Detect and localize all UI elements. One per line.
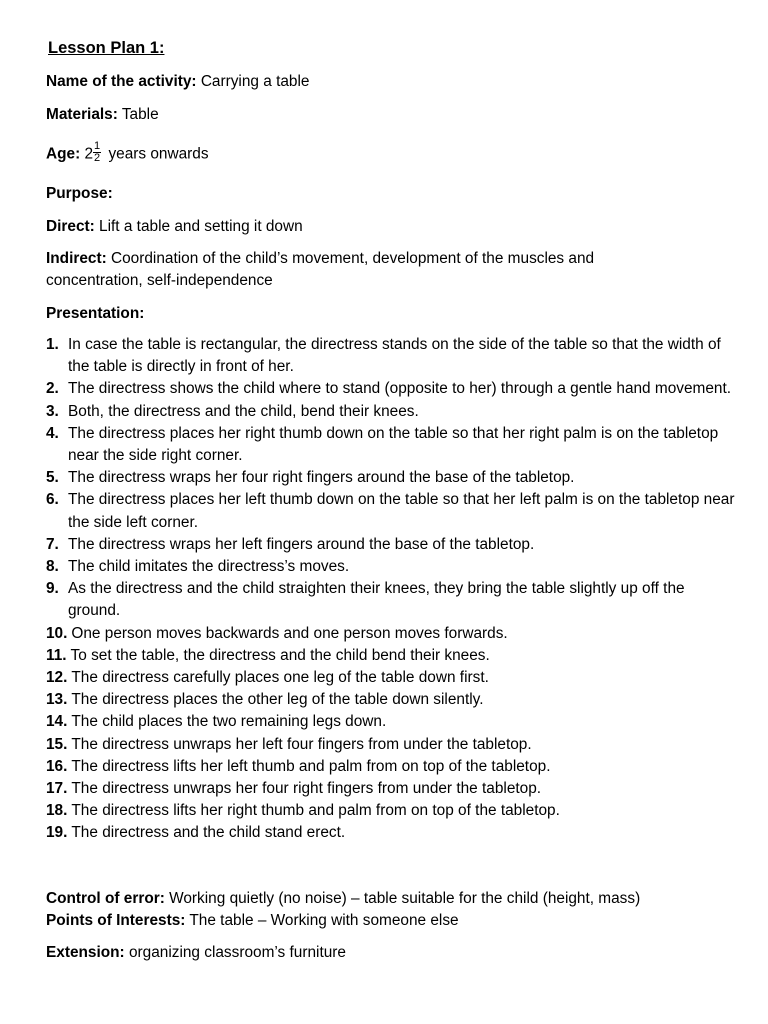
list-item	[46, 711, 736, 733]
points-of-interest-value: The table – Working with someone else	[189, 912, 459, 929]
age-field	[46, 140, 209, 166]
indirect-value: Coordination of the child’s movement, development of the muscles and concentration, self-independence	[46, 250, 595, 289]
list-item	[46, 578, 736, 622]
step-text: In case the table is rectangular, the directress stands on the side of the table so that the width of the table is directly in front of her.	[68, 336, 721, 376]
step-number: 4.	[46, 424, 59, 442]
step-text: The directress shows the child where to stand (opposite to her) through a gentle hand movement.	[68, 380, 732, 398]
step-text: The directress unwraps her left four fingers from under the tabletop.	[71, 735, 532, 753]
step-text: The directress lifts her left thumb and palm from on top of the tabletop.	[71, 757, 551, 775]
materials-field	[46, 104, 159, 126]
list-item	[46, 800, 736, 822]
presentation-label: Presentation:	[46, 305, 145, 322]
list-item	[46, 756, 736, 778]
presentation-steps	[46, 334, 736, 845]
list-item	[46, 734, 736, 756]
activity-value: Carrying a table	[200, 73, 310, 90]
page-title: Lesson Plan 1:	[48, 39, 165, 57]
age-fraction	[93, 141, 101, 164]
presentation-field	[46, 303, 144, 325]
step-text: Both, the directress and the child, bend their knees.	[68, 402, 419, 420]
step-number: 2.	[46, 380, 59, 398]
step-text: One person moves backwards and one person moves forwards.	[71, 624, 508, 642]
control-of-error-label: Control of error:	[46, 890, 165, 907]
purpose-field	[46, 183, 113, 205]
age-value: years onwards	[108, 145, 209, 163]
step-number: 16.	[46, 757, 68, 775]
activity-field	[46, 71, 309, 93]
list-item	[46, 822, 736, 844]
step-number: 3.	[46, 402, 59, 420]
step-text: The directress places her left thumb down on the table so that her left palm is on the tabletop near the side left corner.	[68, 491, 735, 531]
list-item	[46, 645, 736, 667]
list-item	[46, 667, 736, 689]
extension-label: Extension:	[46, 944, 125, 961]
indirect-field	[46, 248, 686, 292]
direct-value: Lift a table and setting it down	[99, 218, 303, 235]
step-text: The directress wraps her four right fingers around the base of the tabletop.	[68, 469, 575, 487]
list-item	[46, 778, 736, 800]
step-number: 11.	[46, 646, 67, 664]
materials-value: Table	[121, 106, 159, 123]
direct-label: Direct:	[46, 218, 95, 235]
age-whole: 2	[84, 145, 94, 163]
step-number: 9.	[46, 580, 59, 598]
step-text: The directress wraps her left fingers around the base of the tabletop.	[68, 535, 535, 553]
list-item	[46, 423, 736, 467]
list-item	[46, 467, 736, 489]
step-text: To set the table, the directress and the child bend their knees.	[70, 646, 490, 664]
step-text: The directress carefully places one leg of the table down first.	[71, 669, 489, 687]
step-number: 14.	[46, 713, 68, 731]
list-item	[46, 623, 736, 645]
step-text: The directress lifts her right thumb and palm from on top of the tabletop.	[71, 802, 560, 820]
step-number: 1.	[46, 336, 59, 353]
step-text: The child places the two remaining legs down.	[71, 713, 387, 731]
control-of-error-field	[46, 888, 640, 910]
step-number: 15.	[46, 735, 68, 753]
list-item	[46, 556, 736, 578]
materials-label: Materials:	[46, 106, 118, 123]
step-number: 8.	[46, 558, 59, 576]
step-number: 18.	[46, 802, 68, 820]
step-text: The directress places the other leg of the table down silently.	[71, 691, 484, 709]
step-text: The directress and the child stand erect.	[71, 824, 346, 842]
age-denominator: 2	[94, 152, 101, 164]
list-item	[46, 689, 736, 711]
step-number: 10.	[46, 624, 68, 642]
step-number: 19.	[46, 824, 68, 842]
age-label: Age:	[46, 145, 81, 163]
purpose-label: Purpose:	[46, 185, 113, 202]
direct-field	[46, 216, 303, 238]
step-text: As the directress and the child straighten their knees, they bring the table slightly up off the ground.	[68, 580, 685, 620]
step-number: 12.	[46, 669, 68, 687]
age-numerator: 1	[94, 140, 101, 152]
activity-label: Name of the activity:	[46, 73, 197, 90]
extension-value: organizing classroom’s furniture	[128, 944, 346, 961]
step-text: The child imitates the directress’s moves.	[68, 558, 350, 576]
points-of-interest-field	[46, 910, 459, 932]
extension-field	[46, 942, 346, 964]
list-item	[46, 489, 736, 533]
step-text: The directress unwraps her four right fingers from under the tabletop.	[71, 780, 542, 798]
control-of-error-value: Working quietly (no noise) – table suitable for the child (height, mass)	[169, 890, 641, 907]
step-number: 13.	[46, 691, 68, 709]
step-number: 17.	[46, 780, 68, 798]
step-number: 5.	[46, 469, 59, 487]
list-item	[46, 378, 736, 400]
step-text: The directress places her right thumb down on the table so that her right palm is on the tabletop near the side right corner.	[68, 424, 719, 465]
step-number: 6.	[46, 491, 59, 509]
list-item	[46, 334, 736, 378]
indirect-label: Indirect:	[46, 250, 107, 267]
list-item	[46, 534, 736, 556]
points-of-interest-label: Points of Interests:	[46, 912, 186, 929]
list-item	[46, 401, 736, 423]
step-number: 7.	[46, 535, 59, 553]
